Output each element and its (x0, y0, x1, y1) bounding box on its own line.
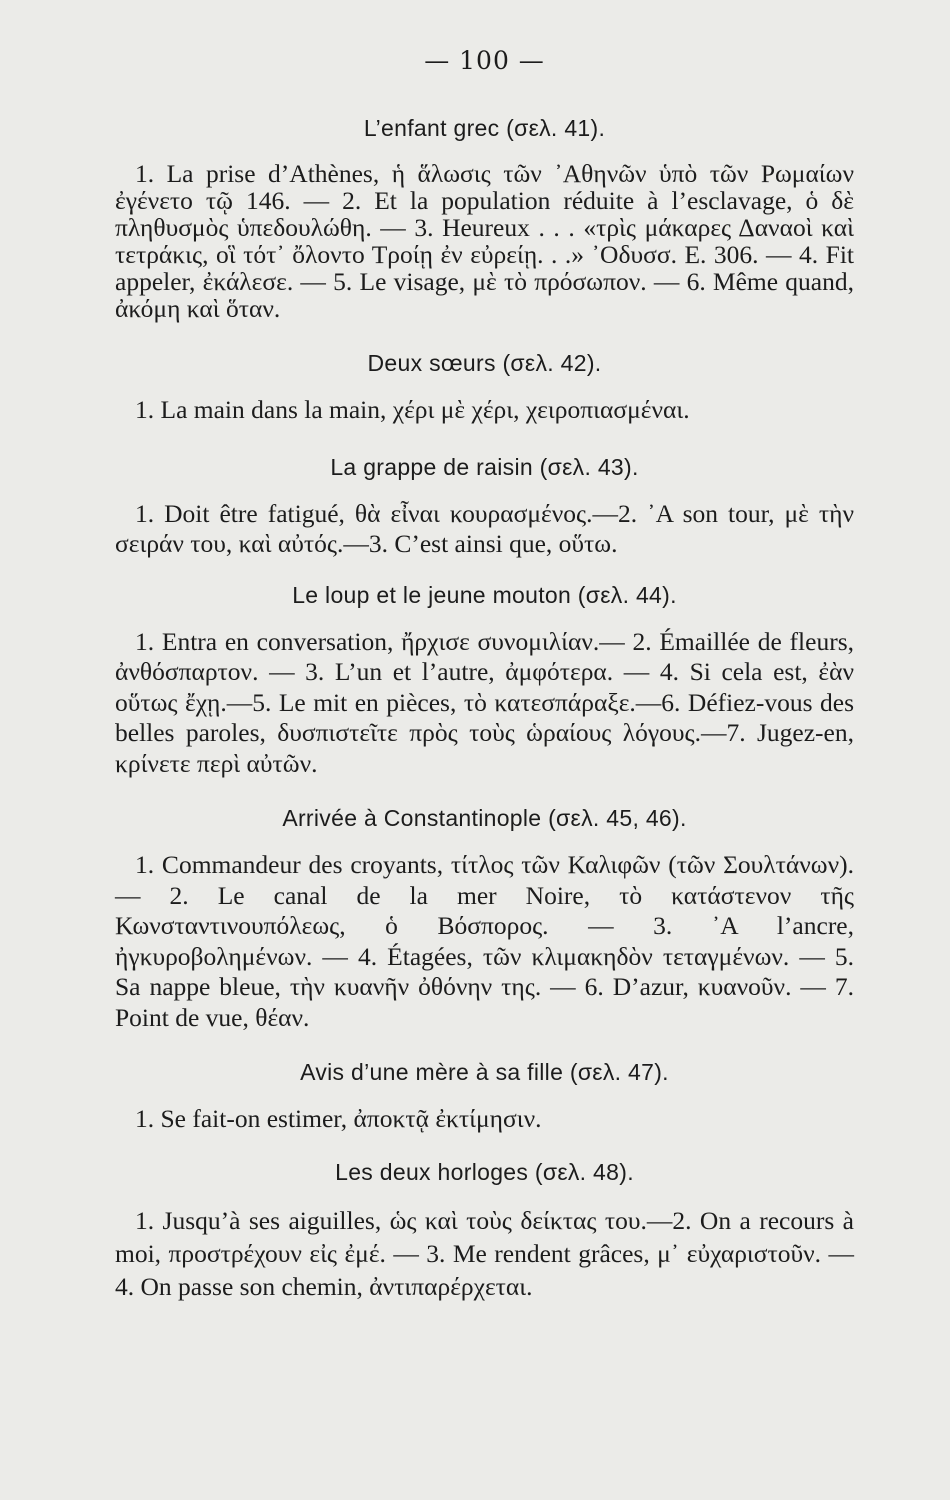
section-deux-soeurs (115, 350, 854, 426)
section-notes: 1. Se fait-on estimer, ἀποκτᾷ ἐκτίμησιν. (135, 1104, 542, 1133)
page-number: — 100 — (424, 46, 545, 75)
section-heading: Les deux horloges (σελ. 48). (335, 1158, 634, 1185)
section-notes: 1. Entra en conversation, ἤρχισε συνομιλίαν.— 2. Émaillée de fleurs, ἀνθόσπαρτον. — 3. L’un et l’autre, ἀμφότερα. — 4. Si cela est, ἐὰν οὕτως ἔχῃ.—5. Le mit en pièces, τὸ κατεσπάραξε.—6. Défiez-vous des belles paroles, δυσπιστεῖτε πρὸς τοὺς ὡραίους λόγους.—7. Jugez-en, κρίνετε περὶ αὐτῶν. (115, 626, 854, 778)
section-constantinople (115, 805, 854, 1033)
section-avis-mere-fille (115, 1059, 854, 1135)
section-notes: 1. Jusqu’à ses aiguilles, ὡς καὶ τοὺς δείκτας του.—2. On a recours à moi, προστρέχουν εἰς ἐμέ. — 3. Me rendent grâces, μ᾿ εὐχαριστοῦν. — 4. On passe son chemin, ἀντιπαρέρχεται. (115, 1205, 854, 1301)
section-notes: 1. Doit être fatigué, θὰ εἶναι κουρασμένος.—2. ᾿A son tour, μὲ τὴν σειράν του, καὶ αὐτός.—3. C’est ainsi que, οὕτω. (115, 498, 854, 558)
section-notes: 1. Commandeur des croyants, τίτλος τῶν Καλιφῶν (τῶν Σουλτάνων). — 2. Le canal de la mer Noire, τὸ κατάστενον τῆς Κωνσταντινουπόλεως, ὁ Βόσπορος. — 3. ᾿A l’ancre, ἠγκυροβολημένων. — 4. Étagées, τῶν κλιμακηδὸν τεταγμένων. — 5. Sa nappe bleue, τὴν κυανῆν ὀθόνην της. — 6. D’azur, κυανοῦν. — 7. Point de vue, θέαν. (115, 850, 854, 1032)
section-deux-horloges (115, 1159, 854, 1303)
section-heading: L’enfant grec (σελ. 41). (363, 115, 606, 141)
section-enfant-grec (115, 115, 854, 322)
section-heading: Arrivée à Constantinople (σελ. 45, 46). (282, 805, 687, 831)
section-notes: 1. La main dans la main, χέρι μὲ χέρι, χειροπιασμέναι. (135, 395, 690, 424)
section-loup-et-mouton (115, 582, 854, 780)
section-heading: Le loup et le jeune mouton (σελ. 44). (292, 581, 677, 608)
section-grappe-de-raisin (115, 454, 854, 560)
section-notes: 1. La prise d’Athènes, ἡ ἅλωσις τῶν ᾿Αθηνῶν ὑπὸ τῶν Ρωμαίων ἐγένετο τῷ 146. — 2. Et la population réduite à l’esclavage, ὁ δὲ πληθυσμὸς ὑπεδουλώθη. — 3. Heureux . . . «τρὶς μάκαρες Δαναοὶ καὶ τετράκις, οἳ τότ᾿ ὄλοντο Τροίῃ ἐν εὐρείῃ. . .» ᾿Οδυσσ. Ε. 306. — 4. Fit appeler, ἐκάλεσε. — 5. Le visage, μὲ τὸ πρόσωπον. — 6. Même quand, ἀκόμη καὶ ὅταν. (115, 159, 854, 323)
section-heading: La grappe de raisin (σελ. 43). (330, 453, 639, 480)
section-heading: Avis d’une mère à sa fille (σελ. 47). (300, 1059, 669, 1085)
section-heading: Deux sœurs (σελ. 42). (367, 350, 602, 376)
